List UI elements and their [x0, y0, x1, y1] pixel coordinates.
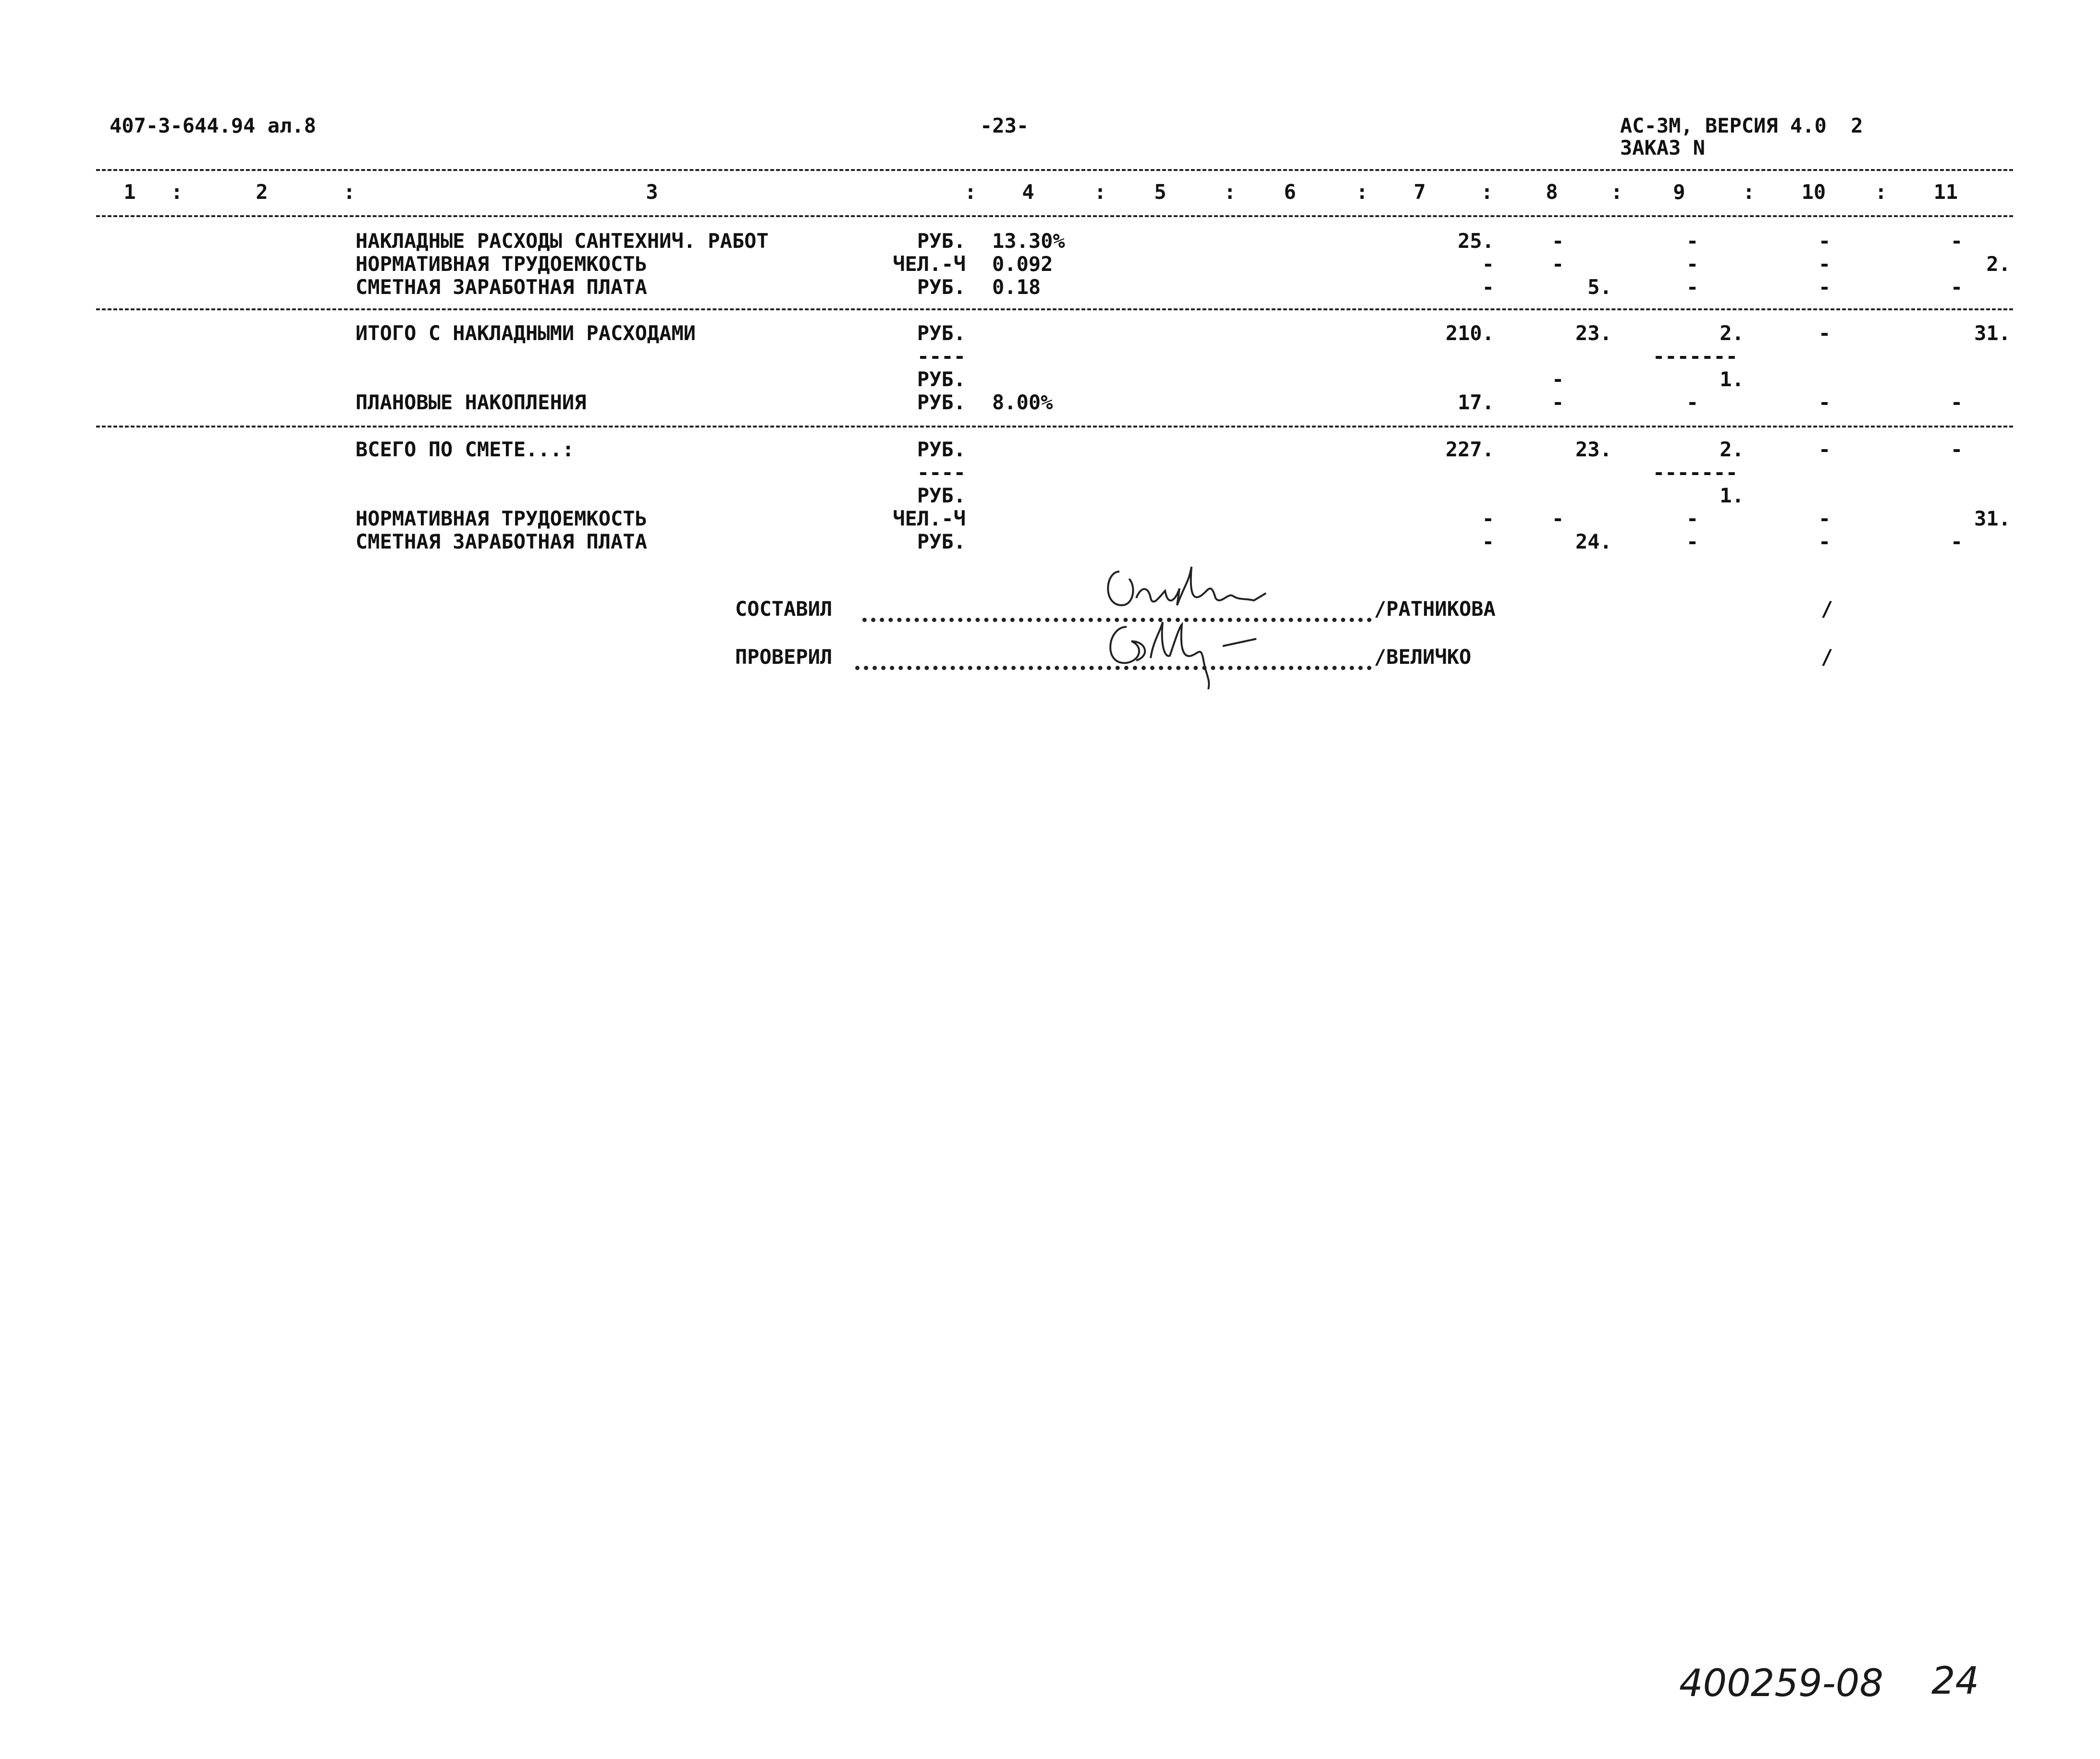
column-number-4: 4 — [1022, 180, 1034, 204]
row-name: ИТОГО С НАКЛАДНЫМИ РАСХОДАМИ — [356, 321, 696, 345]
row-unit: ЧЕЛ.-Ч — [893, 252, 966, 276]
row-col-8: 23. — [1575, 438, 1612, 461]
row-col-11: - — [1951, 391, 1963, 414]
row-col-9: ------- — [1653, 344, 1738, 368]
column-number-1: 1 — [123, 180, 136, 204]
row-col-9: - — [1686, 252, 1699, 276]
row-col-8: - — [1552, 391, 1564, 414]
row-col-9: 1. — [1719, 484, 1744, 507]
row-unit: РУБ. — [917, 367, 966, 391]
header-rule-top — [96, 169, 2013, 171]
row-name: ВСЕГО ПО СМЕТЕ...: — [356, 438, 575, 461]
row-col-7: - — [1482, 530, 1494, 553]
column-number-7: 7 — [1413, 180, 1426, 204]
row-col-8: - — [1552, 507, 1564, 530]
column-number-11: 11 — [1933, 180, 1958, 204]
row-col-10: - — [1818, 391, 1831, 414]
column-separator: : — [1356, 180, 1368, 204]
row-col-10: - — [1818, 507, 1831, 530]
row-rate: 8.00% — [992, 391, 1053, 414]
row-col-10: - — [1818, 321, 1831, 345]
row-col-8: - — [1552, 367, 1564, 391]
column-separator: : — [1743, 180, 1755, 204]
column-separator: : — [1875, 180, 1887, 204]
row-col-10: - — [1818, 275, 1831, 299]
row-col-7: 25. — [1458, 229, 1494, 253]
column-separator: : — [1094, 180, 1106, 204]
column-separator: : — [1610, 180, 1623, 204]
row-unit: РУБ. — [917, 530, 966, 553]
row-col-11: - — [1951, 229, 1963, 253]
row-col-8: - — [1552, 229, 1564, 253]
row-col-8: 5. — [1587, 275, 1612, 299]
row-unit: РУБ. — [917, 275, 966, 299]
row-col-7: - — [1482, 275, 1494, 299]
page-number: -23- — [980, 114, 1029, 137]
row-col-11: - — [1951, 530, 1963, 553]
compiled-by-name: /РАТНИКОВА — [1374, 597, 1496, 621]
checked-by-label: ПРОВЕРИЛ — [735, 645, 833, 669]
row-col-10: - — [1818, 530, 1831, 553]
row-name: НОРМАТИВНАЯ ТРУДОЕМКОСТЬ — [356, 252, 647, 276]
column-number-6: 6 — [1284, 180, 1296, 204]
row-name: СМЕТНАЯ ЗАРАБОТНАЯ ПЛАТА — [356, 275, 647, 299]
column-number-9: 9 — [1673, 180, 1685, 204]
row-col-11: 31. — [1974, 321, 2011, 345]
row-col-8: 24. — [1575, 530, 1612, 553]
row-col-11: - — [1951, 438, 1963, 461]
order-number: ЗАКАЗ N — [1620, 136, 1706, 159]
row-col-9: - — [1686, 391, 1699, 414]
row-unit: РУБ. — [917, 438, 966, 461]
column-separator: : — [964, 180, 977, 204]
row-col-7: - — [1482, 507, 1494, 530]
row-col-7: 17. — [1458, 391, 1494, 414]
row-col-11: - — [1951, 275, 1963, 299]
row-name: НАКЛАДНЫЕ РАСХОДЫ САНТЕХНИЧ. РАБОТ — [356, 229, 769, 253]
row-unit: РУБ. — [917, 321, 966, 345]
row-col-7: 210. — [1445, 321, 1494, 345]
column-number-2: 2 — [256, 180, 268, 204]
handwritten-page-number: 24 — [1931, 1660, 1979, 1703]
compiled-by-slash: / — [1821, 597, 1833, 621]
row-name: ПЛАНОВЫЕ НАКОПЛЕНИЯ — [356, 391, 587, 414]
row-col-8: 23. — [1575, 321, 1612, 345]
row-unit: РУБ. — [917, 391, 966, 414]
column-separator: : — [1224, 180, 1236, 204]
row-col-9: ------- — [1653, 461, 1738, 484]
column-separator: : — [343, 180, 356, 204]
row-name: НОРМАТИВНАЯ ТРУДОЕМКОСТЬ — [356, 507, 647, 530]
row-rate: 0.092 — [992, 252, 1053, 276]
row-col-7: - — [1482, 252, 1494, 276]
row-name: СМЕТНАЯ ЗАРАБОТНАЯ ПЛАТА — [356, 530, 647, 553]
program-version: АС-3М, ВЕРСИЯ 4.0 2 — [1620, 114, 1863, 137]
document-code: 407-3-644.94 ал.8 — [110, 114, 316, 137]
column-separator: : — [1481, 180, 1493, 204]
row-col-7: 227. — [1445, 438, 1494, 461]
row-col-11: 2. — [1986, 252, 2011, 276]
header-rule-bottom — [96, 215, 2013, 217]
section-rule-2 — [96, 426, 2013, 428]
row-unit: ---- — [917, 461, 966, 484]
column-number-5: 5 — [1154, 180, 1167, 204]
row-col-9: - — [1686, 530, 1699, 553]
row-unit: ---- — [917, 344, 966, 368]
row-col-9: 2. — [1719, 321, 1744, 345]
row-col-10: - — [1818, 438, 1831, 461]
row-col-9: - — [1686, 275, 1699, 299]
checked-by-name: /ВЕЛИЧКО — [1374, 645, 1472, 669]
column-number-10: 10 — [1801, 180, 1826, 204]
row-col-10: - — [1818, 229, 1831, 253]
handwritten-archive-code: 400259-08 — [1679, 1662, 1884, 1705]
checker-signature — [1098, 612, 1300, 689]
row-unit: ЧЕЛ.-Ч — [893, 507, 966, 530]
row-col-9: 2. — [1719, 438, 1744, 461]
row-col-9: 1. — [1719, 367, 1744, 391]
row-col-8: - — [1552, 252, 1564, 276]
checked-by-slash: / — [1821, 645, 1833, 669]
column-separator: : — [171, 180, 183, 204]
column-number-8: 8 — [1546, 180, 1558, 204]
row-col-11: 31. — [1974, 507, 2011, 530]
compiled-by-label: СОСТАВИЛ — [735, 597, 833, 621]
row-rate: 13.30% — [992, 229, 1065, 253]
section-rule-1 — [96, 308, 2013, 310]
row-col-9: - — [1686, 507, 1699, 530]
row-unit: РУБ. — [917, 484, 966, 507]
row-col-10: - — [1818, 252, 1831, 276]
row-unit: РУБ. — [917, 229, 966, 253]
row-rate: 0.18 — [992, 275, 1041, 299]
column-number-3: 3 — [646, 180, 658, 204]
row-col-9: - — [1686, 229, 1699, 253]
